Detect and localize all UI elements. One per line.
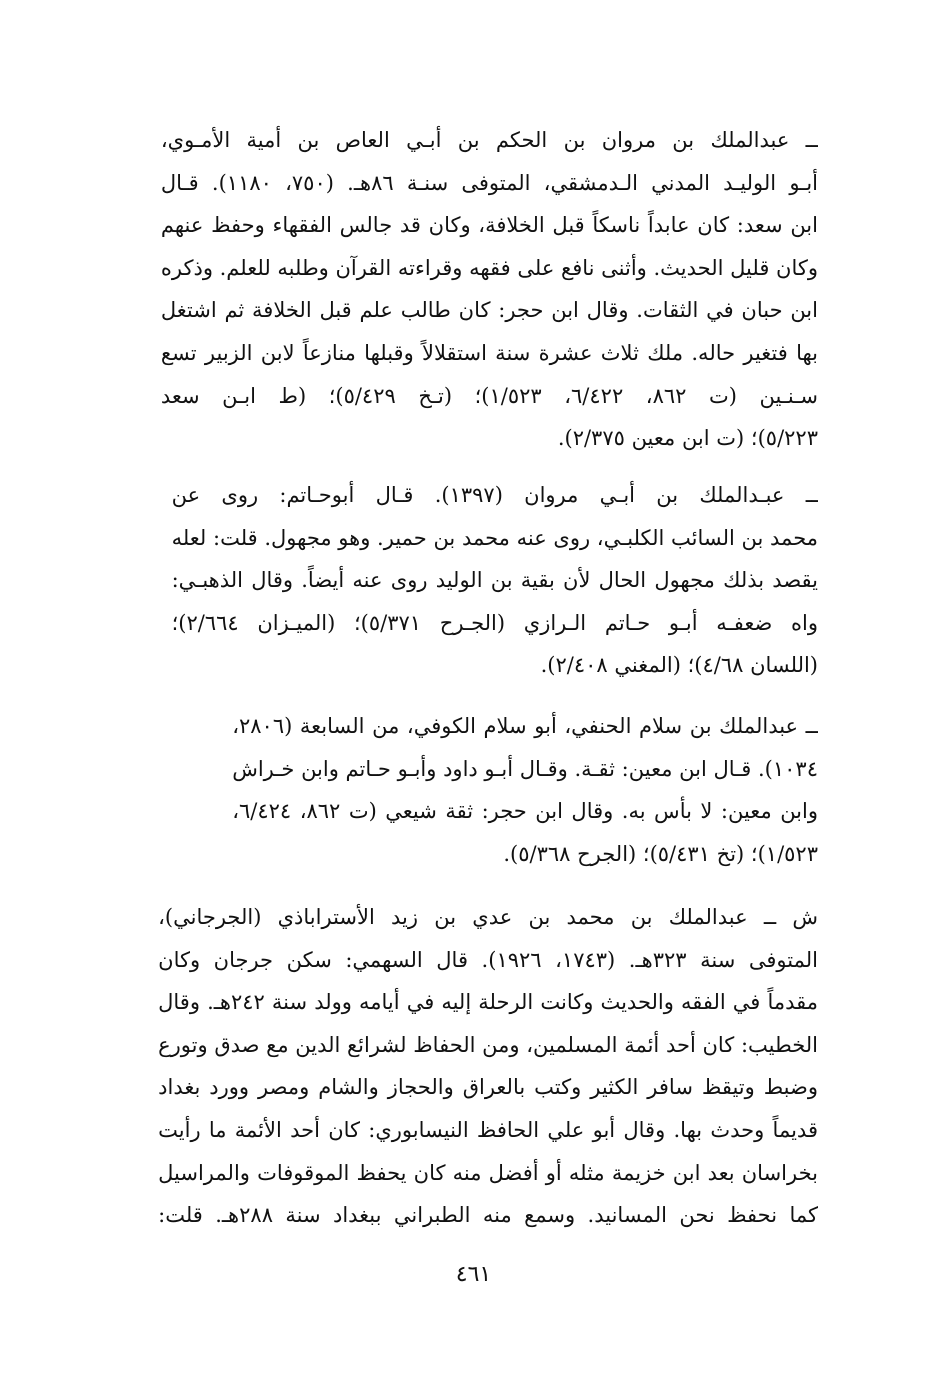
text-line: بخراسان بعد ابن خزيمة مثله أو أفضل منه كان يحفظ الموقوفات والمراسيل (158, 1160, 818, 1185)
text-line: مقدماً في الفقه والحديث وكانت الرحلة إليه في أيامه وولد سنة ٢٤٢هـ. وقال (158, 990, 818, 1015)
text-line: بها فتغير حاله. ملك ثلاث عشرة سنة استقلالاً وقبلها منازعاً لابن الزبير تسع (160, 340, 818, 365)
text-line: وابن معين: لا بأس به. وقال ابن حجر: ثقة شيعي (ت ٨٦٢، ٦/٤٢٤، (232, 799, 818, 824)
text-line: ش ــ عبدالملك بن محمد بن عدي بن زيد الأستراباذي (الجرجاني)، (158, 905, 818, 929)
text-line: وكان قليل الحديث. وأثنى نافع على فقهه وقراءته القرآن وطلبه للعلم. وذكره (160, 255, 818, 280)
biography-entry-abdulmalik-bin-muhammad (158, 896, 818, 1237)
text-line: المتوفى سنة ٣٢٣هـ. (١٧٤٣، ١٩٢٦). قال السهمي: سكن جرجان وكان (158, 947, 818, 972)
page-number: ٤٦١ (455, 1262, 492, 1287)
text-line: كما نحفظ نحن المسانيد. وسمع منه الطبراني ببغداد سنة ٢٨٨هـ. قلت: (158, 1203, 818, 1228)
biography-entry-abdulmalik-bin-sallam (232, 705, 818, 875)
text-line: ابن سعد: كان عابداً ناسكاً قبل الخلافة، وكان قد جالس الفقهاء وحفظ عنهم (160, 213, 818, 238)
biography-entry-abdulmalik-bin-abi-marwan (172, 474, 818, 687)
text-line: ١/٥٢٣)؛ (تخ ٥/٤٣١)؛ (الجرح ٥/٣٦٨). (503, 841, 818, 866)
text-line: واه ضعفـه أبـو حـاتم الـرازي (الجـرح ٥/٣٧١)؛ (الميـزان ٢/٦٦٤)؛ (171, 610, 818, 635)
text-line: أبـو الوليـد المدني الـدمشقي، المتوفى سنـة ٨٦هـ. (٧٥٠، ١١٨٠). قـال (160, 170, 818, 195)
text-line: يقصد بذلك مجهول الحال لأن بقية بن الوليد روى عنه أيضاً. وقال الذهبـي: (171, 568, 818, 593)
text-line: ــ عبدالملك بن مروان بن الحكم بن أبـي العاص بن أمية الأمـوي، (160, 128, 818, 152)
text-line: ١٠٣٤). قـال ابن معين: ثقـة. وقـال أبـو داود وأبـو حـاتم وابن خـراش (232, 756, 818, 781)
text-line: وضبط وتيقظ سافر الكثير وكتب بالعراق والحجاز والشام ومصر وورد بغداد (158, 1075, 818, 1100)
text-line: ٥/٢٢٣)؛ (ت ابن معين ٢/٣٧٥). (557, 426, 818, 451)
biography-entry-abdulmalik-bin-marwan (161, 119, 818, 460)
text-line: ابن حبان في الثقات. وقال ابن حجر: كان طالب علم قبل الخلافة ثم اشتغل (160, 298, 818, 323)
text-line: قديماً وحدث بها. وقال أبو علي الحافظ النيسابوري: كان أحد الأئمة ما رأيت (158, 1117, 818, 1142)
text-line: محمد بن السائب الكلبـي، روى عنه محمد بن حمير. وهو مجهول. قلت: لعله (171, 525, 818, 550)
text-line: (اللسان ٤/٦٨)؛ (المغني ٢/٤٠٨). (540, 653, 818, 678)
text-line: سـنـين (ت ٨٦٢، ٦/٤٢٢، ١/٥٢٣)؛ (تـخ ٥/٤٢٩)؛ (ط ابـن سعد (160, 383, 818, 408)
text-line: ــ عبدالملك بن سلام الحنفي، أبو سلام الكوفي، من السابعة (٢٨٠٦، (232, 714, 818, 738)
text-line: ــ عبـدالملك بن أبـي مروان (١٣٩٧). قـال أبوحـاتم: روى عن (171, 483, 818, 507)
text-line: الخطيب: كان أحد أئمة المسلمين، ومن الحفاظ لشرائع الدين مع صدق وتورع (158, 1032, 818, 1057)
